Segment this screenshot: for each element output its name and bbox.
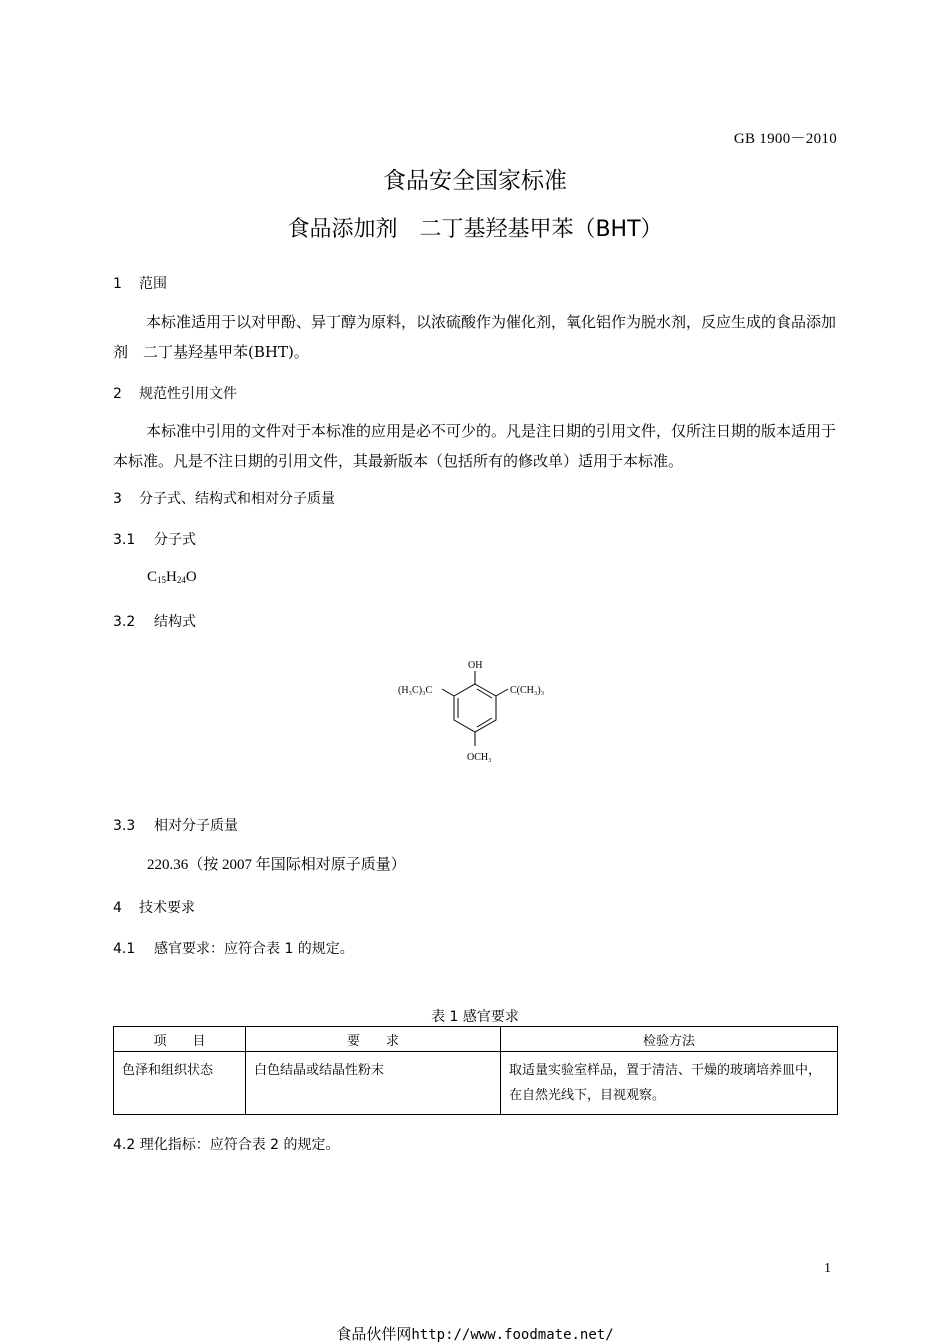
section-2-heading (113, 383, 237, 403)
structural-formula-diagram (385, 652, 565, 777)
table-cell-requirement: 白色结晶或结晶性粉末 (246, 1052, 501, 1115)
section-title: 感官要求：应符合表 1 的规定。 (154, 941, 354, 957)
footer-url-link[interactable]: http://www.foodmate.net/ (411, 1327, 614, 1343)
table-row (114, 1052, 838, 1115)
section-title: 规范性引用文件 (139, 386, 237, 402)
relative-molecular-mass: 220.36（按 2007 年国际相对原子质量） (147, 857, 406, 873)
section-number: 1 (113, 276, 122, 292)
section-title: 范围 (139, 276, 167, 292)
section-number: 3.1 (113, 532, 136, 548)
benzene-ring (454, 684, 496, 732)
section-number: 3 (113, 491, 122, 507)
section-number: 3.3 (113, 818, 136, 834)
section-1-body: 本标准适用于以对甲酚、异丁醇为原料，以浓硫酸作为催化剂，氧化铝作为脱水剂，反应生成的食品添加剂 二丁基羟基甲苯(BHT)。 (113, 313, 837, 361)
section-2-body: 本标准中引用的文件对于本标准的应用是必不可少的。凡是注日期的引用文件，仅所注日期的版本适用于本标准。凡是不注日期的引用文件，其最新版本（包括所有的修改单）适用于本标准。 (113, 422, 837, 470)
left-tert-butyl-label: (H₃C)₃C (398, 685, 433, 696)
section-number: 4.1 (113, 941, 136, 957)
footer-site-name: 食品伙伴网 (336, 1325, 412, 1343)
right-tert-butyl-label: C(CH₃)₃ (510, 685, 545, 696)
table-header-item: 项 目 (114, 1027, 246, 1052)
section-4-heading (113, 897, 195, 917)
section-title: 分子式、结构式和相对分子质量 (139, 491, 335, 507)
table-1-caption: 表 1 感官要求 (431, 1009, 519, 1025)
section-3-2-heading (113, 611, 196, 631)
table-header-requirement: 要 求 (246, 1027, 501, 1052)
section-4-1-heading (113, 938, 354, 958)
sensory-requirements-table (113, 1026, 838, 1115)
section-3-1-heading (113, 529, 196, 549)
molecular-formula: $C_{15}H_{24}O$ (147, 569, 197, 585)
hydroxyl-group-label: OH (468, 660, 483, 671)
section-number: 3.2 (113, 614, 136, 630)
section-1-heading (113, 273, 167, 293)
document-subtitle: 食品添加剂 二丁基羟基甲苯（BHT） (287, 217, 663, 242)
standard-number: GB 1900－2010 (733, 131, 837, 147)
table-cell-test-method: 取适量实验室样品，置于清洁、干燥的玻璃培养皿中，在自然光线下，目视观察。 (501, 1052, 838, 1115)
section-number: 4 (113, 900, 122, 916)
page-number: 1 (824, 1261, 831, 1276)
table-header-test-method: 检验方法 (501, 1027, 838, 1052)
section-title: 结构式 (154, 614, 196, 630)
table-cell-item: 色泽和组织状态 (114, 1052, 246, 1115)
section-title: 相对分子质量 (154, 818, 238, 834)
methoxy-group-label: OCH₃ (467, 752, 492, 763)
section-3-heading (113, 488, 335, 508)
document-title: 食品安全国家标准 (383, 168, 567, 194)
footer (0, 1323, 950, 1344)
section-number: 2 (113, 386, 122, 402)
section-title: 分子式 (154, 532, 196, 548)
section-4-2-heading: 4.2 理化指标：应符合表 2 的规定。 (113, 1137, 340, 1153)
section-3-3-heading (113, 815, 238, 835)
section-title: 技术要求 (139, 900, 195, 916)
